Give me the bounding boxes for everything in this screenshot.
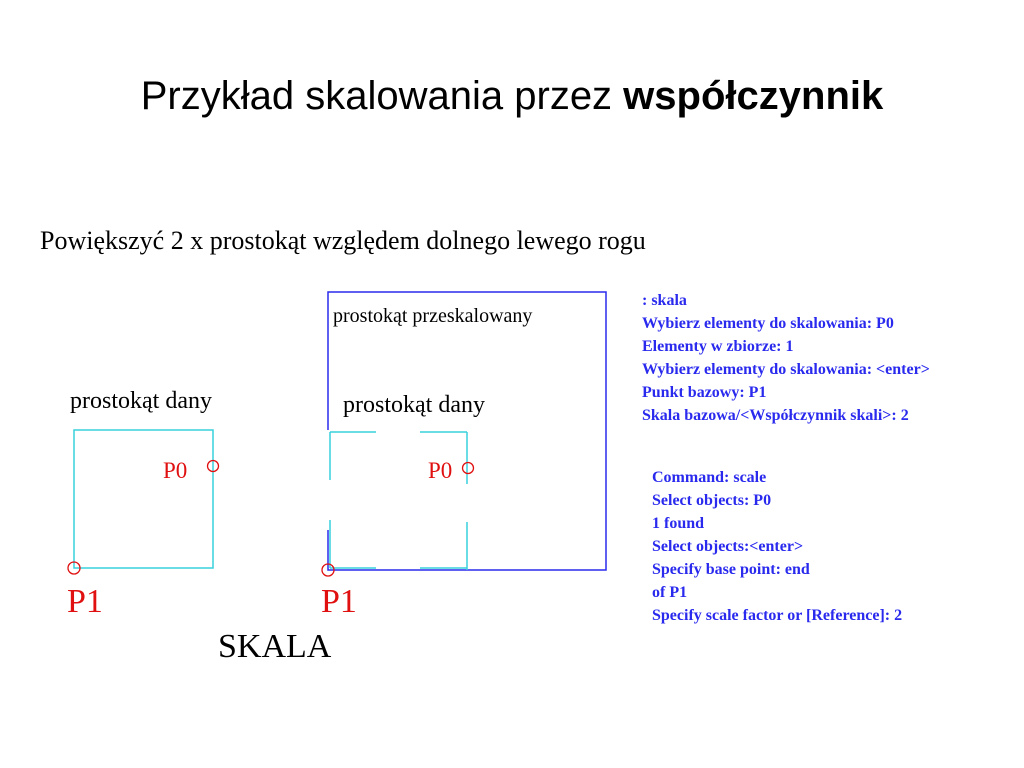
command-line: Skala bazowa/<Współczynnik skali>: 2 bbox=[642, 407, 909, 424]
scaled-rectangle-label: prostokąt przeskalowany bbox=[333, 305, 533, 327]
given-rectangle-left bbox=[74, 430, 213, 568]
slide-title-bold: współczynnik bbox=[623, 74, 884, 118]
command-line: Specify base point: end bbox=[652, 561, 810, 578]
command-line: : skala bbox=[642, 292, 687, 309]
command-line: Elementy w zbiorze: 1 bbox=[642, 338, 794, 355]
given-rectangle-label-left: prostokąt dany bbox=[70, 388, 212, 414]
given-rectangle-label-right: prostokąt dany bbox=[343, 392, 485, 418]
p1-label-left: P1 bbox=[67, 583, 103, 620]
p1-label-right: P1 bbox=[321, 583, 357, 620]
command-log-polish bbox=[642, 289, 930, 427]
command-line: Select objects:<enter> bbox=[652, 538, 804, 555]
slide-subtitle: Powiększyć 2 x prostokąt względem dolnego lewego rogu bbox=[40, 226, 646, 255]
command-line: Command: scale bbox=[652, 469, 767, 486]
p0-marker-right bbox=[463, 463, 474, 474]
command-line: Punkt bazowy: P1 bbox=[642, 384, 767, 401]
scale-caption: SKALA bbox=[218, 628, 332, 665]
command-line: Select objects: P0 bbox=[652, 492, 772, 509]
command-line: Specify scale factor or [Reference]: 2 bbox=[652, 607, 903, 624]
command-line: Wybierz elementy do skalowania: <enter> bbox=[642, 361, 930, 378]
command-line: of P1 bbox=[652, 584, 688, 601]
command-log-english bbox=[652, 466, 902, 627]
command-line: 1 found bbox=[652, 515, 705, 532]
slide-title-regular: Przykład skalowania przez bbox=[140, 74, 624, 118]
command-line: Wybierz elementy do skalowania: P0 bbox=[642, 315, 894, 332]
p0-label-left: P0 bbox=[163, 458, 188, 483]
p0-label-right: P0 bbox=[428, 458, 453, 483]
